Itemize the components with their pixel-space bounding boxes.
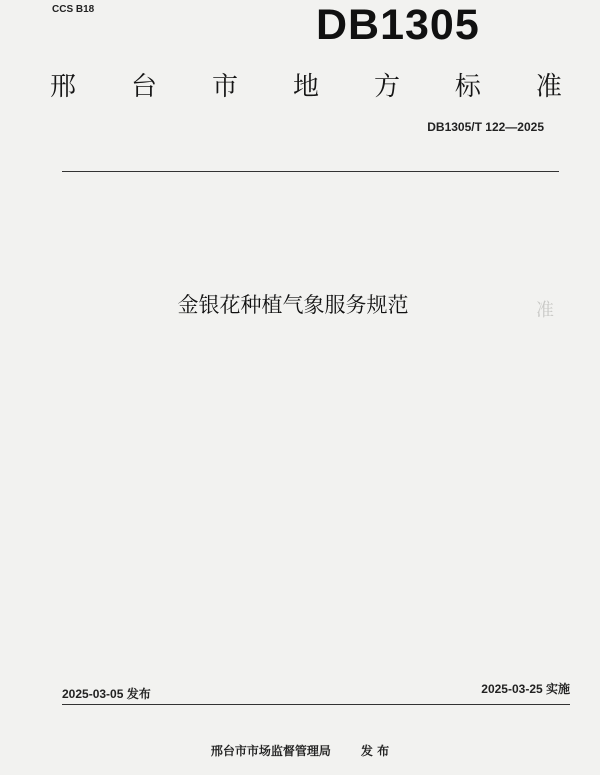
implement-date: 2025-03-25 实施: [481, 682, 570, 696]
db-code-mark: DB1305: [316, 1, 480, 49]
bottom-divider: [62, 704, 570, 705]
standard-number: DB1305/T 122—2025: [427, 120, 544, 134]
issuer-name: 邢台市市场监督管理局: [210, 744, 331, 758]
issuer-action: 发 布: [360, 744, 390, 758]
publish-date: 2025-03-05 发布: [62, 687, 151, 701]
ccs-classification-code: CCS B18: [52, 4, 95, 15]
show-through-mark: 准: [536, 300, 554, 321]
standard-title-char: 市: [211, 72, 238, 102]
standard-title-char: 方: [373, 72, 400, 102]
standard-title-char: 台: [130, 72, 157, 102]
standard-type-title: [50, 66, 562, 103]
document-title: 金银花种植气象服务规范: [177, 293, 409, 317]
standard-title-char: 准: [535, 72, 562, 102]
standard-title-char: 地: [292, 72, 319, 102]
standard-title-char: 标: [454, 72, 481, 102]
standard-title-char: 邢: [50, 72, 77, 102]
top-divider: [62, 171, 559, 172]
issuer-line: [0, 742, 600, 759]
